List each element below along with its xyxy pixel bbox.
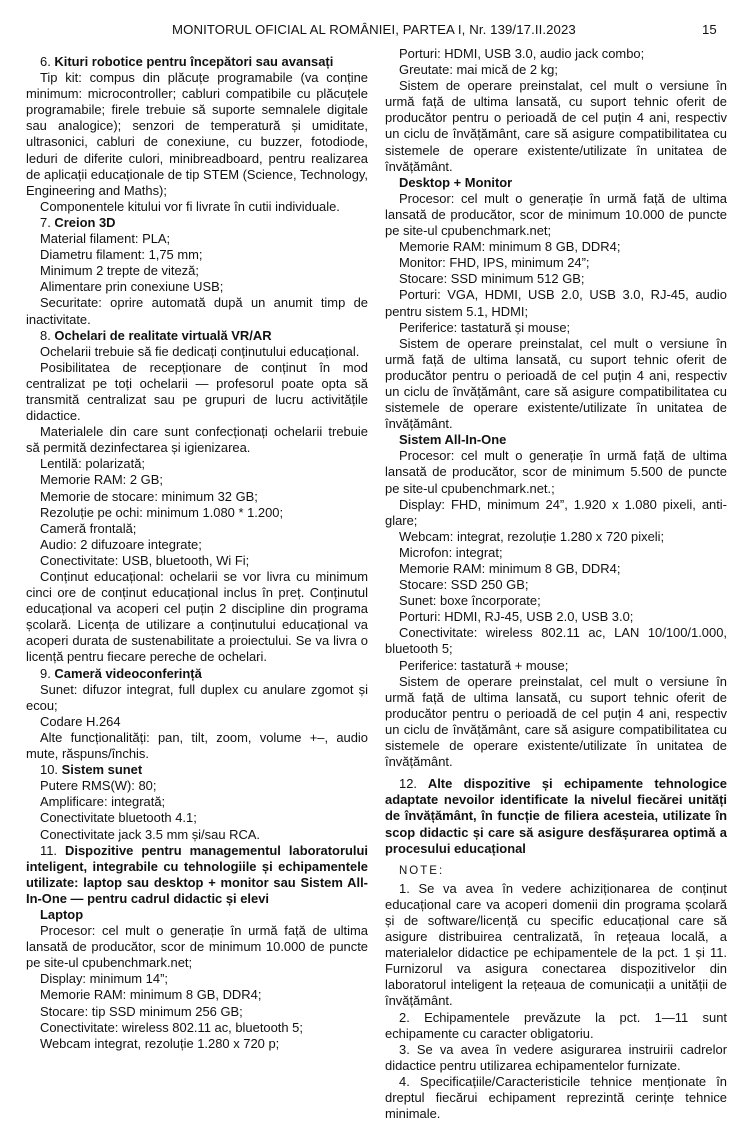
spec-line: Conectivitate jack 3.5 mm și/sau RCA. <box>40 826 261 842</box>
gazette-title: MONITORUL OFICIAL AL ROMÂNIEI, PARTEA I, Nr. 139/17.II.2023 <box>172 22 576 37</box>
spec-line: Porturi: VGA, HDMI, USB 2.0, USB 3.0, RJ-45, audio pentru sistem 5.1, HDMI; <box>385 287 727 319</box>
note-item: 3. Se va avea în vedere asigurarea instruirii cadrelor didactice pentru utilizarea echipamentelor furnizate. <box>385 1041 727 1073</box>
desktop-subheading: Desktop + Monitor <box>399 174 513 190</box>
spec-line: Securitate: oprire automată după un anumit timp de inactivitate. <box>26 295 368 327</box>
spec-line: Audio: 2 difuzoare integrate; <box>40 536 202 552</box>
spec-line: Memorie RAM: minimum 8 GB, DDR4; <box>399 239 621 255</box>
spec-line: Diametru filament: 1,75 mm; <box>40 247 203 263</box>
spec-line: Putere RMS(W): 80; <box>40 778 157 794</box>
spec-line: Stocare: SSD 250 GB; <box>399 577 529 593</box>
all-in-one-subheading: Sistem All-In-One <box>399 432 507 448</box>
section-6-heading: 6. Kituri robotice pentru începători sau avansați <box>40 54 334 69</box>
notes-label: NOTE: <box>399 864 445 877</box>
spec-line: Conectivitate: wireless 802.11 ac, bluetooth 5; <box>40 1019 303 1035</box>
spec-line: Monitor: FHD, IPS, minimum 24”; <box>399 255 590 271</box>
spec-line: Conectivitate bluetooth 4.1; <box>40 810 197 826</box>
spec-line: Display: minimum 14”; <box>40 971 168 987</box>
spec-line: Conectivitate: USB, bluetooth, Wi Fi; <box>40 552 250 568</box>
note-item: 4. Specificațiile/Caracteristicile tehnice menționate în dreptul fiecărui echipament reprezintă cerințe tehnice minimale. <box>385 1073 727 1122</box>
section-8-paragraph: Posibilitatea de recepționare de conținut în mod centralizat pe toți ochelarii — profesorul poate opta să transmită centralizat sau pe grupuri de lucru activitățile didactice. <box>26 359 368 424</box>
section-8-paragraph: Conținut educațional: ochelarii se vor livra cu minimum cinci ore de conținut educațional inclus în preț. Conținutul educațional va acoperi cel puțin 2 discipline din programa școlară. Licența de utilizare a conținutului educațional va acoperi durata de sustenabilitate a proiectului. Se va livra o licență pentru fiecare pereche de ochelari. <box>26 569 368 665</box>
spec-line: Amplificare: integrată; <box>40 794 166 810</box>
spec-line: Alimentare prin conexiune USB; <box>40 279 224 295</box>
right-column <box>385 46 727 1122</box>
spec-line: Webcam: integrat, rezoluție 1.280 x 720 pixeli; <box>399 528 665 544</box>
spec-line: Memorie RAM: minimum 8 GB, DDR4; <box>399 561 621 576</box>
spec-line: Sunet: difuzor integrat, full duplex cu anulare zgomot și ecou; <box>26 681 368 713</box>
section-8-heading: 8. Ochelari de realitate virtuală VR/AR <box>40 327 272 343</box>
spec-line: Lentilă: polarizată; <box>40 456 146 472</box>
spec-line: Procesor: cel mult o generație în urmă față de ultima lansată de producător, scor de minimum 10.000 de puncte pe site-ul cpubenchmark.net; <box>26 923 368 971</box>
spec-line: Stocare: SSD minimum 512 GB; <box>399 271 585 287</box>
spec-line: Memorie RAM: 2 GB; <box>40 472 163 488</box>
spec-line: Sistem de operare preinstalat, cel mult o versiune în urmă față de ultima lansată, cu suport tehnic oferit de producător pentru o perioadă de cel puțin 4 ani, respectiv un ciclu de învățământ, care să asigure compatibilitatea cu sistemele de operare existente/utilizate în unitatea de învățământ. <box>385 335 727 432</box>
spec-line: Cameră frontală; <box>40 520 137 536</box>
spec-line: Procesor: cel mult o generație în urmă față de ultima lansată de producător, scor de minimum 10.000 de puncte pe site-ul cpubenchmark.net; <box>385 190 727 239</box>
spec-line: Periferice: tastatură + mouse; <box>399 657 569 673</box>
spec-line: Material filament: PLA; <box>40 231 171 247</box>
page-header <box>0 22 748 40</box>
spec-line: Memorie de stocare: minimum 32 GB; <box>40 488 258 504</box>
spec-line: Periferice: tastatură și mouse; <box>399 319 571 335</box>
spec-line: Porturi: HDMI, RJ-45, USB 2.0, USB 3.0; <box>399 609 634 625</box>
section-11-heading: 11. Dispozitive pentru managementul laboratorului inteligent, integrabile cu tehnologiile și echipamentele utilizate: laptop sau desktop + monitor sau Sistem All-In-One — pentru cadrul didactic și elevi <box>26 842 368 906</box>
section-8-paragraph: Materialele din care sunt confecționați ochelarii trebuie să permită dezinfectarea și igienizarea. <box>26 424 368 456</box>
spec-line: Webcam integrat, rezoluție 1.280 x 720 p; <box>40 1035 280 1051</box>
left-column <box>26 54 368 1052</box>
section-6-paragraph: Tip kit: compus din plăcuțe programabile (va conține minimum: microcontroller; cabluri compatibile cu plăcuțele programabile; firele trebuie să suporte semnalele digitale sau analogice); senzori de temperatură și umiditate, ultrasonici, cabluri de conexiune, cu buzzer, fotodiode, leduri de diferite culori, minibreadboard, pentru realizarea de aplicații educaționale de tip STEM (Science, Technology, Engineering and Maths); <box>26 70 368 198</box>
spec-line: Procesor: cel mult o generație în urmă față de ultima lansată de producător, scor de minimum 5.500 de puncte pe site-ul cpubenchmark.net.; <box>385 448 727 496</box>
spec-line: Conectivitate: wireless 802.11 ac, LAN 10/100/1.000, bluetooth 5; <box>385 625 727 657</box>
section-12-heading: 12. Alte dispozitive și echipamente tehnologice adaptate nevoilor identificate la nivelul fiecărei unități de învățământ, în funcție de filiera acesteia, utilizate în scop didactic și care să asigure desfășurarea optimă a procesului educațional <box>385 776 727 856</box>
spec-line: Codare H.264 <box>40 713 121 729</box>
spec-line: Minimum 2 trepte de viteză; <box>40 263 199 279</box>
note-item: 1. Se va avea în vedere achiziționarea de conținut educațional care va acoperi domenii din programa școlară și de software/licență cu specific educațional care să asigure distribuirea centralizată, în rețeaua locală, a materialelor didactice pe echipamentele de la pct. 1 și 11. Furnizorul va asigura conectarea dispozitivelor din laboratorul inteligent la rețeaua de comunicații a unității de învățământ. <box>385 880 727 1009</box>
spec-line: Display: FHD, minimum 24”, 1.920 x 1.080 pixeli, anti-glare; <box>385 496 727 528</box>
spec-line: Microfon: integrat; <box>399 544 503 560</box>
spec-line: Sistem de operare preinstalat, cel mult o versiune în urmă față de ultima lansată, cu suport tehnic oferit de producător pentru o perioadă de cel puțin 4 ani, respectiv un ciclu de învățământ, care să asigure compatibilitatea cu sistemele de operare existente/utilizate în unitatea de învățământ. <box>385 673 727 770</box>
spec-line: Rezoluție pe ochi: minimum 1.080 * 1.200; <box>40 504 284 520</box>
spec-line: Memorie RAM: minimum 8 GB, DDR4; <box>40 987 262 1003</box>
spec-line: Sunet: boxe încorporate; <box>399 593 541 609</box>
spec-line: Sistem de operare preinstalat, cel mult o versiune în urmă față de ultima lansată, cu suport tehnic oferit de producător pentru o perioadă de cel puțin 4 ani, respectiv un ciclu de învățământ, care să asigure compatibilitatea cu sistemele de operare existente/utilizate în unitatea de învățământ. <box>385 78 727 174</box>
section-7-heading: 7. Creion 3D <box>40 214 116 230</box>
spec-line: Stocare: tip SSD minimum 256 GB; <box>40 1003 243 1019</box>
section-9-heading: 9. Cameră videoconferință <box>40 665 202 681</box>
section-10-heading: 10. Sistem sunet <box>40 762 143 778</box>
spec-line: Porturi: HDMI, USB 3.0, audio jack combo; <box>399 46 645 61</box>
section-6-paragraph: Componentele kitului vor fi livrate în cutii individuale. <box>40 198 340 214</box>
spec-line: Greutate: mai mică de 2 kg; <box>399 62 558 78</box>
note-item: 2. Echipamentele prevăzute la pct. 1—11 sunt echipamente cu caracter obligatoriu. <box>385 1009 727 1041</box>
laptop-subheading: Laptop <box>40 906 84 922</box>
section-8-paragraph: Ochelarii trebuie să fie dedicați conținutului educațional. <box>40 343 360 359</box>
page-number: 15 <box>702 22 717 37</box>
spec-line: Alte funcționalități: pan, tilt, zoom, volume +–, audio mute, răspuns/închis. <box>26 729 368 762</box>
